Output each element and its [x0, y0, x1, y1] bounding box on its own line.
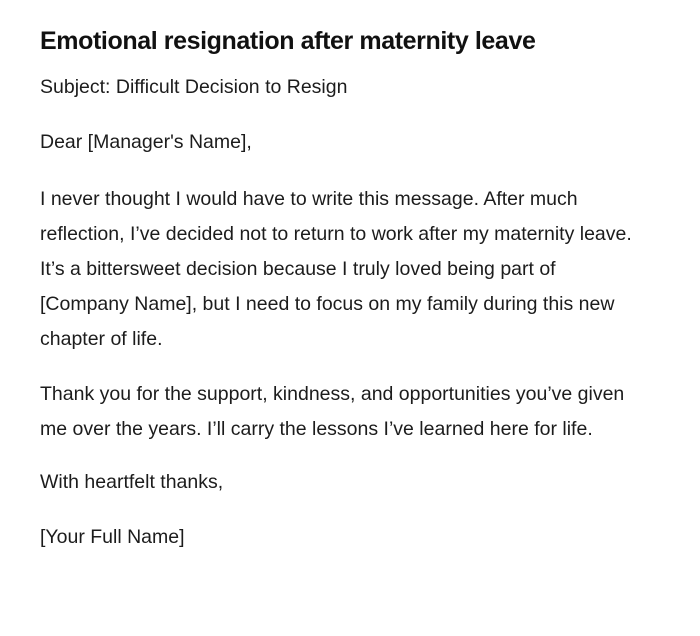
- closing-line: With heartfelt thanks,: [40, 471, 224, 493]
- body-paragraph: Thank you for the support, kindness, and opportunities you’ve given me over the years. I’ll carry the lessons I’ve learned here for life.: [40, 383, 625, 440]
- greeting: Dear [Manager's Name],: [40, 131, 252, 153]
- signature: [Your Full Name]: [40, 526, 185, 548]
- document-title: Emotional resignation after maternity leave: [40, 27, 536, 55]
- subject-line: Subject: Difficult Decision to Resign: [40, 76, 348, 98]
- body-paragraph: I never thought I would have to write this message. After much reflection, I’ve decided not to return to work after my maternity leave. It’s a bittersweet decision because I truly loved being part of [Company Name], but I need to focus on my family during this new chapter of life.: [40, 188, 632, 350]
- letter-document: [40, 24, 640, 577]
